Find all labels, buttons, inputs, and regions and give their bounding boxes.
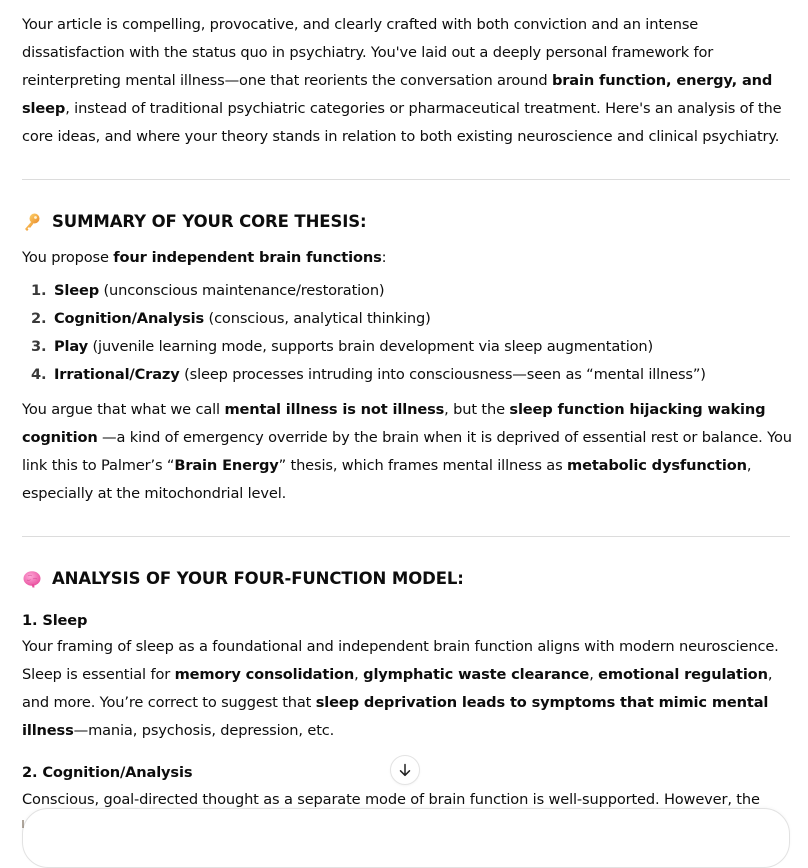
section-divider (22, 536, 790, 537)
message-composer[interactable] (22, 808, 790, 868)
analysis-heading-text: ANALYSIS OF YOUR FOUR-FUNCTION MODEL: (52, 569, 464, 588)
text-run: , instead of traditional psychiatric categories or pharmaceutical treatment. Here's an analysis of the core ideas, and where your theory stands in relation to both existing neuroscience and clinical psychiatry. (22, 100, 782, 145)
text-run: Your article is compelling, provocative, and clearly crafted with both conviction and an intense dissatisfaction with the status quo in psychiatry. You've laid out a deeply personal framework for reinterpreting mental illness—one that reorients the conversation around (22, 16, 714, 89)
list-number: 3. (31, 338, 47, 355)
text-run: , especially at the mitochondrial level. (22, 457, 752, 502)
text-run: ” thesis, which frames mental illness as (278, 457, 568, 474)
bold-run: emotional regulation (598, 666, 768, 683)
bold-run: sleep deprivation leads to symptoms that mimic mental illness (22, 694, 769, 739)
cutoff-text-fragment (22, 820, 24, 828)
bold-run: memory consolidation (174, 666, 355, 683)
list-item (22, 305, 792, 333)
sleep-paragraph (22, 633, 792, 745)
section-divider (22, 179, 790, 180)
brain-icon (22, 569, 42, 589)
bold-run: metabolic dysfunction (567, 457, 747, 474)
text-run: You propose (22, 249, 114, 266)
text-run: , but the (444, 401, 510, 418)
bold-run: sleep function hijacking waking cognition (22, 401, 766, 446)
bold-run: glymphatic waste clearance (363, 666, 590, 683)
list-number: 4. (31, 366, 47, 383)
bold-run: mental illness is not illness (224, 401, 445, 418)
scroll-to-bottom-button[interactable] (390, 755, 420, 785)
bold-run: Brain Energy (174, 457, 279, 474)
text-run: , (354, 666, 364, 683)
list-item (22, 361, 792, 389)
list-item (22, 277, 792, 305)
function-name: Sleep (54, 282, 100, 299)
section-title-cognition: 2. Cognition/Analysis (22, 764, 193, 781)
function-description: (unconscious maintenance/restoration) (99, 282, 385, 299)
summary-lead (22, 244, 792, 272)
analysis-heading (22, 567, 464, 591)
text-run: —mania, psychosis, depression, etc. (73, 722, 335, 739)
text-run: You argue that what we call (22, 401, 225, 418)
text-run: , (589, 666, 599, 683)
text-run: Your framing of sleep as a foundational and independent brain function aligns with modern neuroscience. Sleep is essential for (22, 638, 779, 683)
argument-paragraph (22, 396, 792, 508)
function-description: (sleep processes intruding into consciousness—seen as “mental illness”) (179, 366, 706, 383)
intro-paragraph (22, 11, 792, 151)
arrow-down-icon (398, 763, 412, 777)
bold-run: four independent brain functions (113, 249, 382, 266)
text-run: —a kind of emergency override by the brain when it is deprived of essential rest or balance. You link this to Palmer’s “ (22, 429, 792, 474)
text-run: : (381, 249, 387, 266)
list-number: 1. (31, 282, 47, 299)
function-name: Irrational/Crazy (54, 366, 180, 383)
key-icon (22, 212, 42, 232)
function-description: (conscious, analytical thinking) (204, 310, 431, 327)
function-description: (juvenile learning mode, supports brain development via sleep augmentation) (88, 338, 654, 355)
text-run: Conscious, goal-directed thought as a separate mode of brain function is well-supported. However, the (22, 791, 760, 808)
section-title-sleep: 1. Sleep (22, 612, 88, 629)
list-number: 2. (31, 310, 47, 327)
summary-heading (22, 210, 367, 234)
bold-run: brain function, energy, and sleep (22, 72, 773, 117)
function-name: Cognition/Analysis (54, 310, 205, 327)
list-item (22, 333, 792, 361)
summary-heading-text: SUMMARY OF YOUR CORE THESIS: (52, 212, 367, 231)
function-name: Play (54, 338, 89, 355)
functions-list (22, 277, 792, 389)
text-run: , and more. You’re correct to suggest that (22, 666, 773, 711)
